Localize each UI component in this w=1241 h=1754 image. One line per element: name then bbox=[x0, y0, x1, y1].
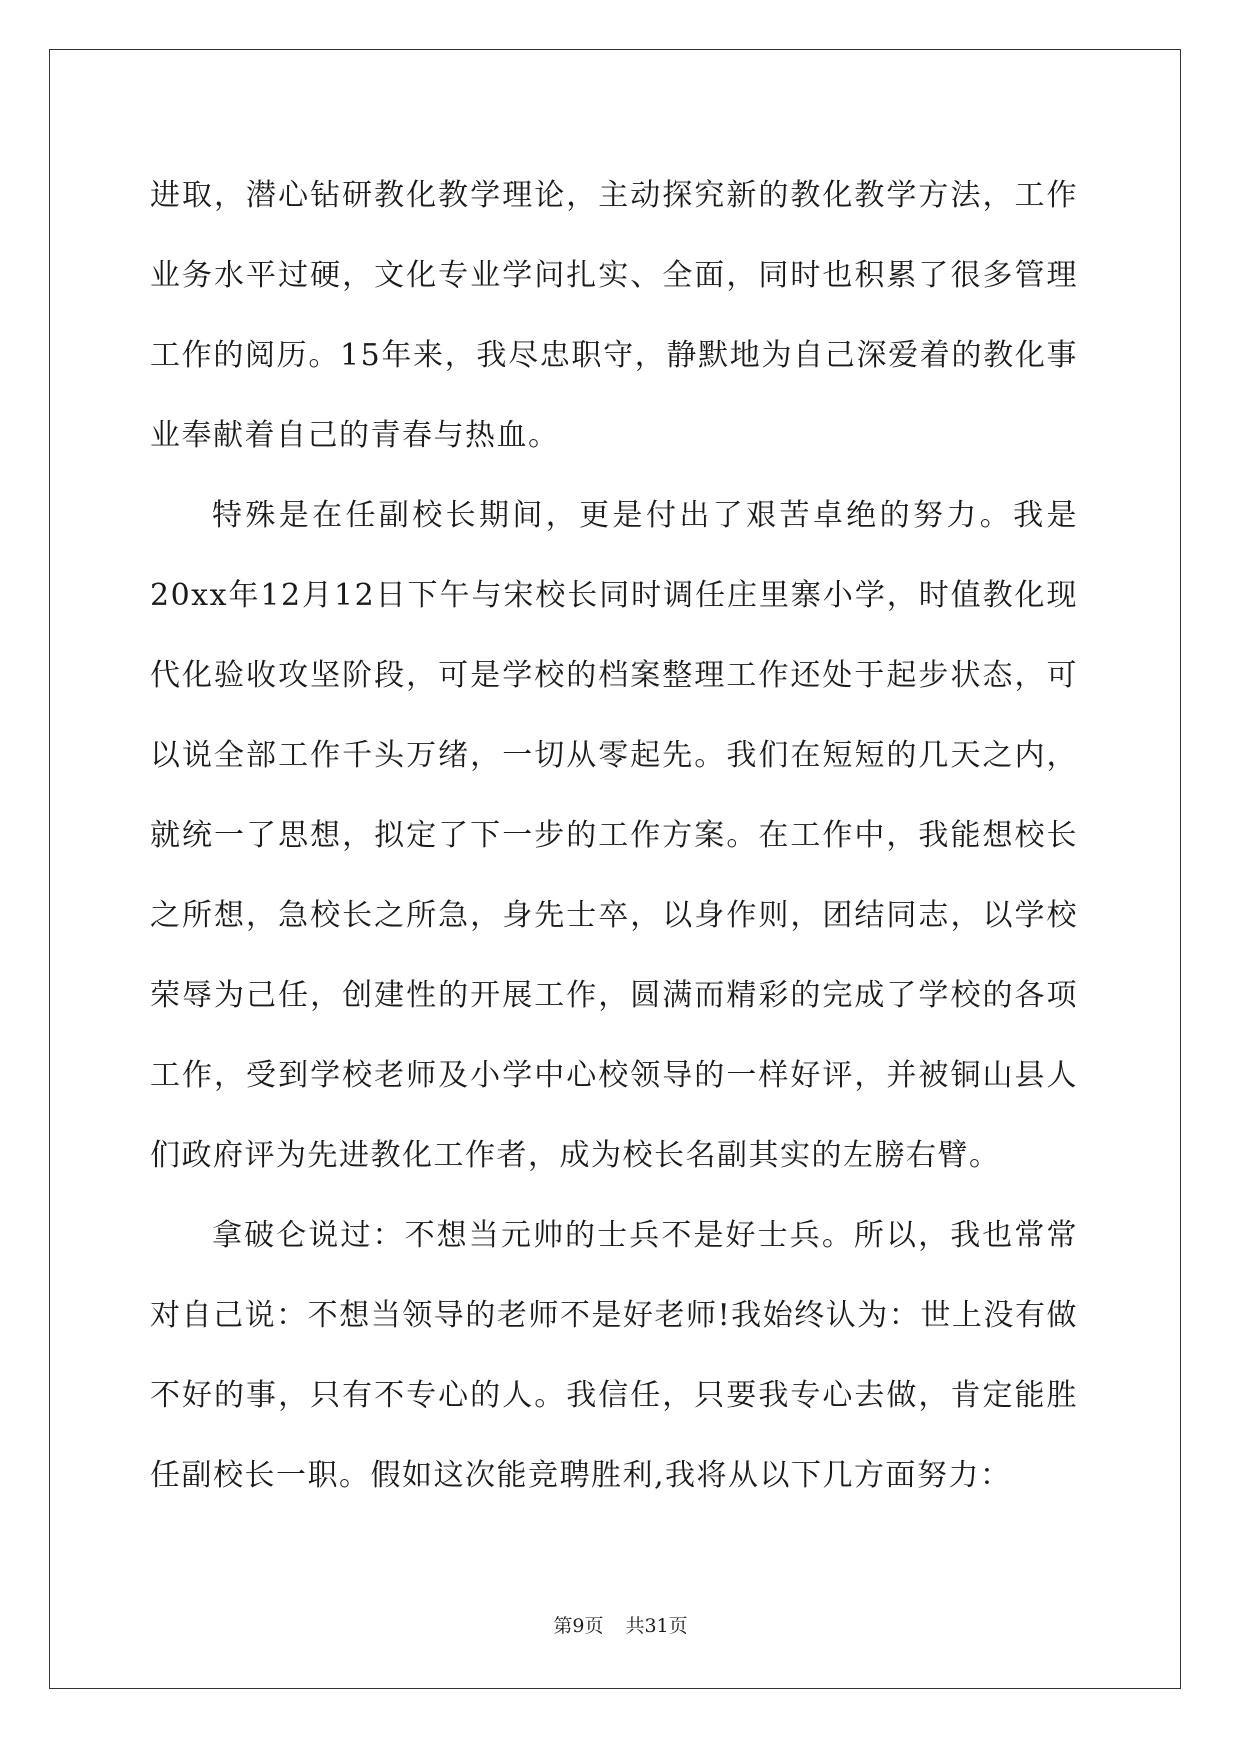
paragraph-1: 进取，潜心钻研教化教学理论，主动探究新的教化教学方法，工作业务水平过硬，文化专业学问扎实、全面，同时也积累了很多管理工作的阅历。15年来，我尽忠职守，静默地为自己深爱着的教化事业奉献着自己的青春与热血。 bbox=[150, 178, 1078, 453]
paragraph-3: 拿破仑说过：不想当元帅的士兵不是好士兵。所以，我也常常对自己说：不想当领导的老师不是好老师!我始终认为：世上没有做不好的事，只有不专心的人。我信任，只要我专心去做，肯定能胜任副校长一职。假如这次能竞聘胜利,我将从以下几方面努力： bbox=[150, 1218, 1078, 1493]
page-number: 第9页 bbox=[553, 1615, 604, 1637]
paragraph-2: 特殊是在任副校长期间，更是付出了艰苦卓绝的努力。我是20xx年12月12日下午与宋校长同时调任庄里寨小学，时值教化现代化验收攻坚阶段，可是学校的档案整理工作还处于起步状态，可以说全部工作千头万绪，一切从零起先。我们在短短的几天之内，就统一了思想，拟定了下一步的工作方案。在工作中，我能想校长之所想，急校长之所急，身先士卒，以身作则，团结同志，以学校荣辱为己任，创建性的开展工作，圆满而精彩的完成了学校的各项工作，受到学校老师及小学中心校领导的一样好评，并被铜山县人们政府评为先进教化工作者，成为校长名副其实的左膀右臂。 bbox=[150, 498, 1078, 1173]
page-total: 共31页 bbox=[625, 1615, 688, 1637]
page-footer bbox=[0, 1614, 1241, 1638]
document-body bbox=[150, 156, 1078, 1516]
